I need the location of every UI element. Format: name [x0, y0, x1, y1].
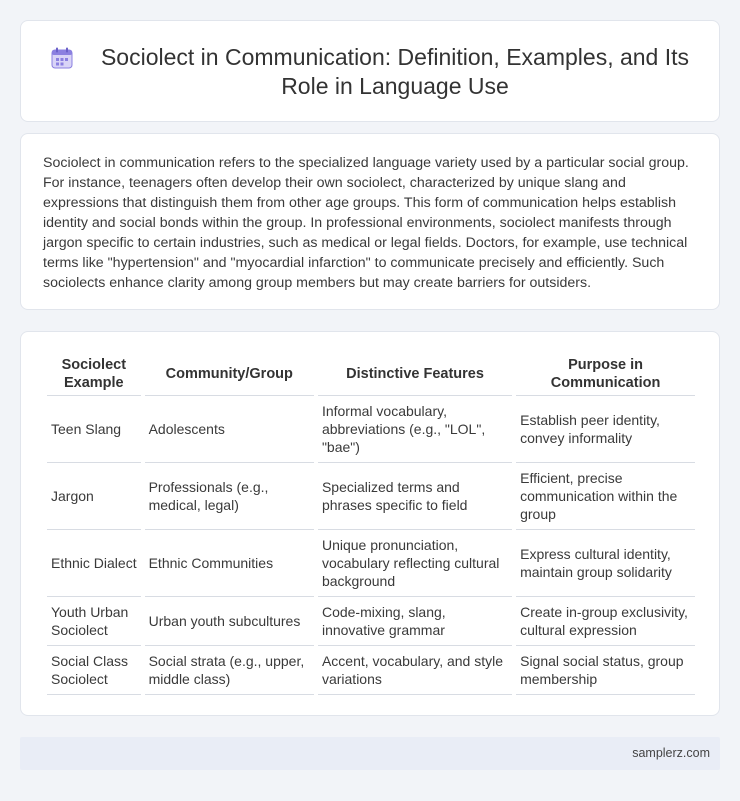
col-header-purpose: Purpose in Communication	[516, 352, 695, 396]
intro-paragraph: Sociolect in communication refers to the specialized language variety used by a particular social group. For instance, teenagers often develop their own sociolect, characterized by unique slang and expressions that distinguish them from other age groups. This form of communication helps establish identity and social bonds within the group. In professional environments, sociolect manifests through jargon specific to certain industries, such as medical or legal fields. Doctors, for example, use technical terms like "hypertension" and "myocardial infarction" to communicate precisely and efficiently. Such sociolects enhance clarity among group members but may create barriers for outsiders.	[43, 155, 689, 291]
cell-community: Urban youth subcultures	[145, 597, 314, 646]
cell-features: Informal vocabulary, abbreviations (e.g., "LOL", "bae")	[318, 396, 512, 463]
table-row	[47, 530, 695, 597]
cell-purpose: Express cultural identity, maintain group solidarity	[516, 530, 695, 597]
cell-example: Ethnic Dialect	[47, 530, 141, 597]
cell-features: Unique pronunciation, vocabulary reflecting cultural background	[318, 530, 512, 597]
table-header-row	[47, 352, 695, 396]
sociolect-table	[43, 352, 699, 695]
footer-bar	[20, 737, 720, 770]
cell-example: Youth Urban Sociolect	[47, 597, 141, 646]
cell-purpose: Establish peer identity, convey informality	[516, 396, 695, 463]
col-header-example: Sociolect Example	[47, 352, 141, 396]
cell-features: Specialized terms and phrases specific to field	[318, 463, 512, 530]
cell-features: Accent, vocabulary, and style variations	[318, 646, 512, 695]
table-row	[47, 597, 695, 646]
footer-site-link[interactable]: samplerz.com	[632, 746, 710, 760]
cell-purpose: Signal social status, group membership	[516, 646, 695, 695]
table-row	[47, 396, 695, 463]
cell-community: Adolescents	[145, 396, 314, 463]
cell-example: Jargon	[47, 463, 141, 530]
cell-example: Social Class Sociolect	[47, 646, 141, 695]
page-title: Sociolect in Communication: Definition, Examples, and Its Role in Language Use	[100, 44, 690, 99]
cell-features: Code-mixing, slang, innovative grammar	[318, 597, 512, 646]
title-card	[20, 20, 720, 122]
table-row	[47, 646, 695, 695]
cell-purpose: Create in-group exclusivity, cultural expression	[516, 597, 695, 646]
cell-community: Ethnic Communities	[145, 530, 314, 597]
table-card	[20, 331, 720, 716]
table-row	[47, 463, 695, 530]
intro-card	[20, 133, 720, 310]
cell-purpose: Efficient, precise communication within the group	[516, 463, 695, 530]
cell-community: Social strata (e.g., upper, middle class)	[145, 646, 314, 695]
col-header-community: Community/Group	[145, 352, 314, 396]
cell-community: Professionals (e.g., medical, legal)	[145, 463, 314, 530]
col-header-features: Distinctive Features	[318, 352, 512, 396]
cell-example: Teen Slang	[47, 396, 141, 463]
